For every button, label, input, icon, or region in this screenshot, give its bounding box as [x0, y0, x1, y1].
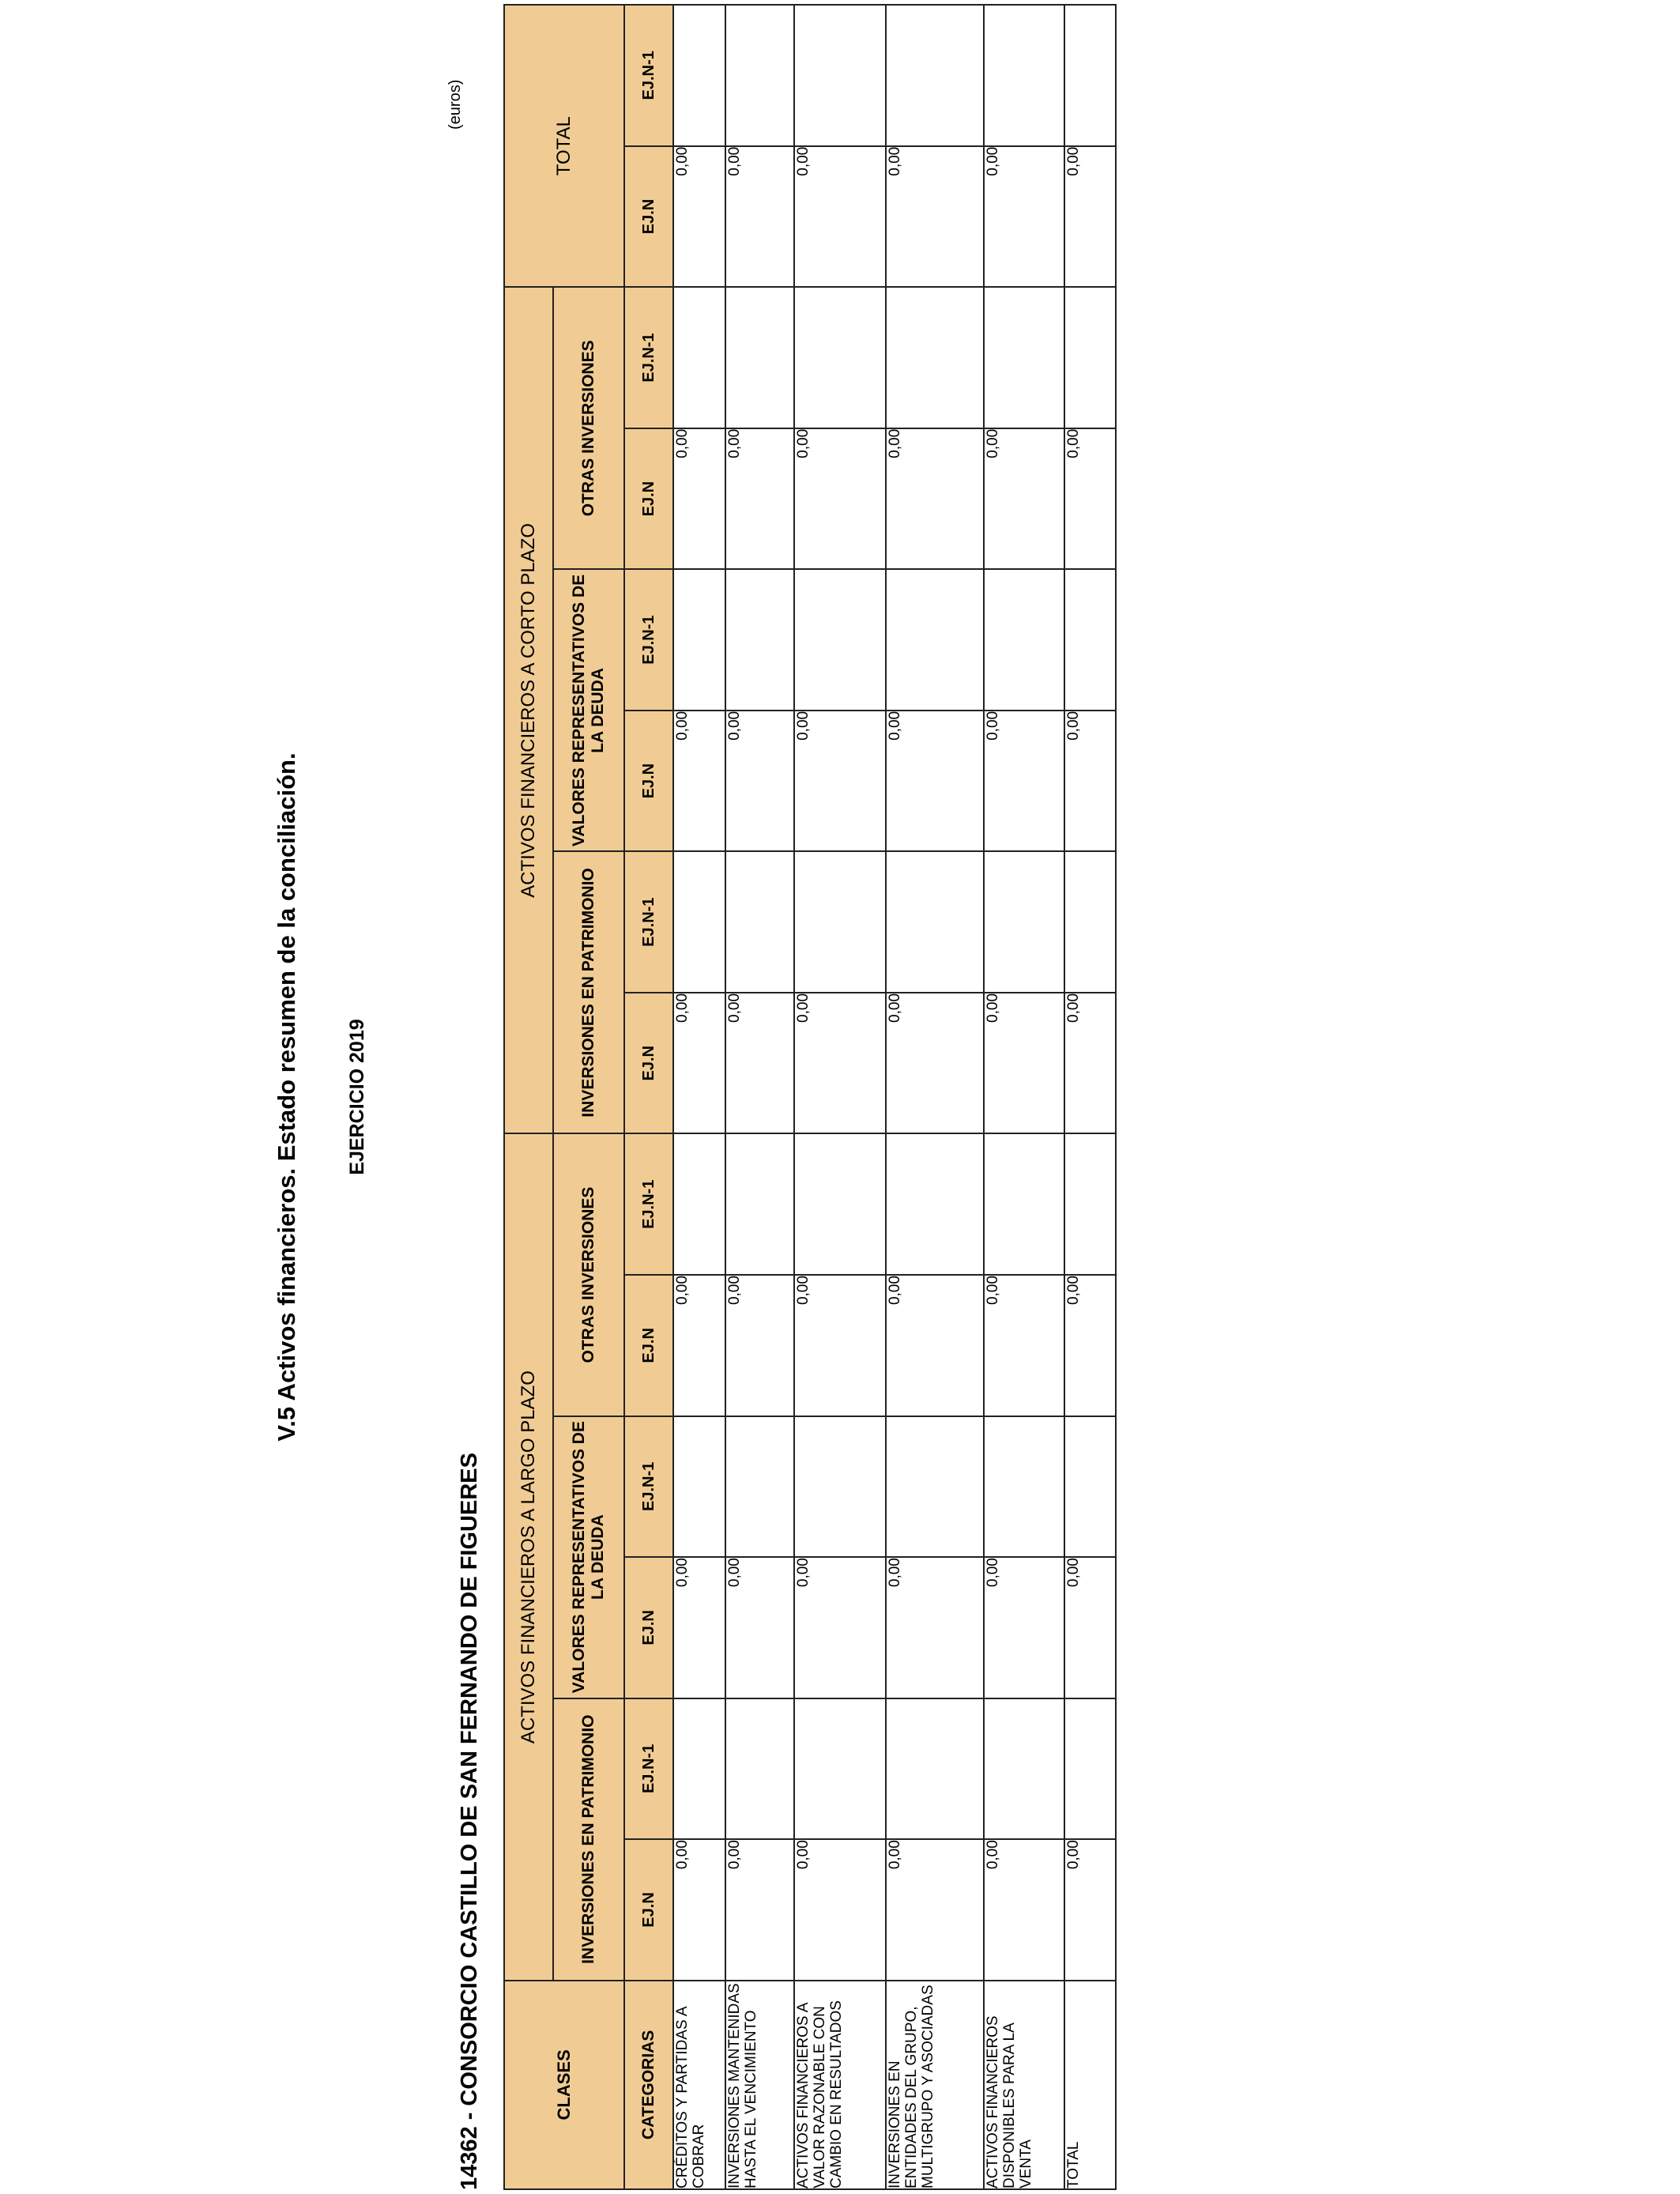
cell-ej-n1 — [794, 1698, 886, 1840]
cell-ej-n: 0,00 — [794, 146, 886, 288]
row-category: INVERSIONES MANTENIDAS HASTA EL VENCIMIENTO — [725, 1981, 794, 2189]
cell-ej-n: 0,00 — [984, 993, 1064, 1134]
cell-ej-n: 0,00 — [794, 993, 886, 1134]
cell-ej-n: 0,00 — [725, 711, 794, 852]
cell-ej-n: 0,00 — [725, 1839, 794, 1981]
cell-ej-n1 — [725, 287, 794, 428]
table-row — [1064, 5, 1116, 2189]
cell-ej-n: 0,00 — [984, 428, 1064, 570]
cell-ej-n1 — [984, 1416, 1064, 1558]
header-sub-long-patrimonio: INVERSIONES EN PATRIMONIO — [553, 1698, 624, 1981]
header-sub-short-patrimonio: INVERSIONES EN PATRIMONIO — [553, 851, 624, 1133]
cell-ej-n: 0,00 — [1064, 1557, 1116, 1698]
entity-name: 14362 - CONSORCIO CASTILLO DE SAN FERNANDO DE FIGUERES — [457, 1453, 482, 2190]
table-row — [794, 5, 886, 2189]
header-ej-n1: EJ.N-1 — [624, 1134, 673, 1276]
cell-ej-n1 — [1064, 1134, 1116, 1276]
cell-ej-n1 — [725, 5, 794, 146]
row-category: CRÉDITOS Y PARTIDAS A COBRAR — [673, 1981, 725, 2189]
table-row — [984, 5, 1064, 2189]
cell-ej-n: 0,00 — [1064, 993, 1116, 1134]
cell-ej-n1 — [1064, 851, 1116, 993]
cell-ej-n: 0,00 — [886, 1557, 984, 1698]
cell-ej-n1 — [1064, 569, 1116, 711]
cell-ej-n: 0,00 — [1064, 1839, 1116, 1981]
cell-ej-n: 0,00 — [673, 1839, 725, 1981]
cell-ej-n: 0,00 — [673, 428, 725, 570]
cell-ej-n1 — [984, 569, 1064, 711]
header-ej-n: EJ.N — [624, 993, 673, 1134]
cell-ej-n1 — [1064, 1416, 1116, 1558]
header-ej-n: EJ.N — [624, 711, 673, 852]
cell-ej-n1 — [794, 569, 886, 711]
cell-ej-n1 — [794, 5, 886, 146]
cell-ej-n: 0,00 — [886, 711, 984, 852]
cell-ej-n1 — [673, 287, 725, 428]
cell-ej-n1 — [984, 1134, 1064, 1276]
header-clases: CLASES — [504, 1981, 624, 2189]
table-row — [886, 5, 984, 2189]
cell-ej-n: 0,00 — [794, 428, 886, 570]
cell-ej-n1 — [886, 1134, 984, 1276]
cell-ej-n1 — [984, 287, 1064, 428]
cell-ej-n: 0,00 — [794, 1557, 886, 1698]
cell-ej-n: 0,00 — [1064, 428, 1116, 570]
page-title: V.5 Activos financieros. Estado resumen de la conciliación. — [273, 752, 300, 1442]
cell-ej-n1 — [794, 287, 886, 428]
cell-ej-n1 — [984, 5, 1064, 146]
cell-ej-n: 0,00 — [984, 1839, 1064, 1981]
header-ej-n1: EJ.N-1 — [624, 851, 673, 993]
cell-ej-n1 — [886, 569, 984, 711]
table-row — [673, 5, 725, 2189]
cell-ej-n1 — [673, 1134, 725, 1276]
cell-ej-n1 — [1064, 1698, 1116, 1840]
cell-ej-n: 0,00 — [886, 146, 984, 288]
header-sub-short-otras: OTRAS INVERSIONES — [553, 287, 624, 569]
cell-ej-n1 — [886, 1698, 984, 1840]
cell-ej-n1 — [886, 5, 984, 146]
cell-ej-n: 0,00 — [725, 1557, 794, 1698]
header-sub-short-valores: VALORES REPRESENTATIVOS DE LA DEUDA — [553, 569, 624, 851]
cell-ej-n: 0,00 — [794, 1839, 886, 1981]
header-ej-n: EJ.N — [624, 146, 673, 288]
header-group-total: TOTAL — [504, 5, 624, 287]
header-group-long-term: ACTIVOS FINANCIEROS A LARGO PLAZO — [504, 1134, 553, 1981]
cell-ej-n: 0,00 — [1064, 146, 1116, 288]
row-category: ACTIVOS FINANCIEROS DISPONIBLES PARA LA VENTA — [984, 1981, 1064, 2189]
cell-ej-n: 0,00 — [725, 428, 794, 570]
row-category: TOTAL — [1064, 1981, 1116, 2189]
cell-ej-n: 0,00 — [1064, 711, 1116, 852]
header-sub-long-otras: OTRAS INVERSIONES — [553, 1134, 624, 1416]
header-ej-n1: EJ.N-1 — [624, 569, 673, 711]
cell-ej-n: 0,00 — [725, 993, 794, 1134]
header-ej-n1: EJ.N-1 — [624, 287, 673, 428]
cell-ej-n1 — [886, 287, 984, 428]
cell-ej-n1 — [984, 1698, 1064, 1840]
header-ej-n: EJ.N — [624, 1557, 673, 1698]
cell-ej-n1 — [673, 5, 725, 146]
cell-ej-n1 — [673, 1416, 725, 1558]
header-row-years — [624, 5, 673, 2189]
units-label: (euros) — [446, 79, 464, 130]
cell-ej-n1 — [1064, 287, 1116, 428]
cell-ej-n1 — [886, 851, 984, 993]
cell-ej-n: 0,00 — [673, 1557, 725, 1698]
cell-ej-n: 0,00 — [1064, 1275, 1116, 1416]
cell-ej-n1 — [1064, 5, 1116, 146]
cell-ej-n: 0,00 — [984, 1275, 1064, 1416]
cell-ej-n1 — [725, 1134, 794, 1276]
table-row — [725, 5, 794, 2189]
header-categorias: CATEGORIAS — [624, 1981, 673, 2189]
cell-ej-n1 — [725, 851, 794, 993]
cell-ej-n1 — [794, 851, 886, 993]
row-category: ACTIVOS FINANCIEROS A VALOR RAZONABLE CON CAMBIO EN RESULTADOS — [794, 1981, 886, 2189]
header-ej-n1: EJ.N-1 — [624, 1416, 673, 1558]
row-category: INVERSIONES EN ENTIDADES DEL GRUPO, MULTIGRUPO Y ASOCIADAS — [886, 1981, 984, 2189]
header-row-groups — [504, 5, 553, 2189]
cell-ej-n1 — [673, 851, 725, 993]
cell-ej-n: 0,00 — [794, 711, 886, 852]
cell-ej-n1 — [794, 1134, 886, 1276]
cell-ej-n: 0,00 — [886, 1275, 984, 1416]
header-row-subgroups — [553, 5, 624, 2189]
cell-ej-n: 0,00 — [886, 993, 984, 1134]
cell-ej-n: 0,00 — [984, 711, 1064, 852]
cell-ej-n1 — [673, 1698, 725, 1840]
header-ej-n: EJ.N — [624, 1839, 673, 1981]
cell-ej-n: 0,00 — [725, 146, 794, 288]
header-ej-n: EJ.N — [624, 1275, 673, 1416]
cell-ej-n1 — [794, 1416, 886, 1558]
cell-ej-n: 0,00 — [673, 711, 725, 852]
cell-ej-n1 — [984, 851, 1064, 993]
page-subtitle: EJERCICIO 2019 — [346, 1019, 368, 1175]
cell-ej-n1 — [725, 1416, 794, 1558]
cell-ej-n: 0,00 — [725, 1275, 794, 1416]
cell-ej-n: 0,00 — [984, 1557, 1064, 1698]
header-sub-long-valores: VALORES REPRESENTATIVOS DE LA DEUDA — [553, 1416, 624, 1698]
cell-ej-n: 0,00 — [673, 146, 725, 288]
header-group-short-term: ACTIVOS FINANCIEROS A CORTO PLAZO — [504, 287, 553, 1133]
cell-ej-n: 0,00 — [673, 1275, 725, 1416]
cell-ej-n: 0,00 — [794, 1275, 886, 1416]
cell-ej-n1 — [725, 569, 794, 711]
cell-ej-n1 — [886, 1416, 984, 1558]
header-ej-n: EJ.N — [624, 428, 673, 570]
header-ej-n1: EJ.N-1 — [624, 5, 673, 146]
cell-ej-n1 — [725, 1698, 794, 1840]
cell-ej-n: 0,00 — [984, 146, 1064, 288]
cell-ej-n: 0,00 — [886, 428, 984, 570]
cell-ej-n: 0,00 — [886, 1839, 984, 1981]
table-body — [673, 5, 1116, 2189]
financial-assets-table — [503, 4, 1117, 2190]
header-ej-n1: EJ.N-1 — [624, 1698, 673, 1840]
cell-ej-n1 — [673, 569, 725, 711]
cell-ej-n: 0,00 — [673, 993, 725, 1134]
